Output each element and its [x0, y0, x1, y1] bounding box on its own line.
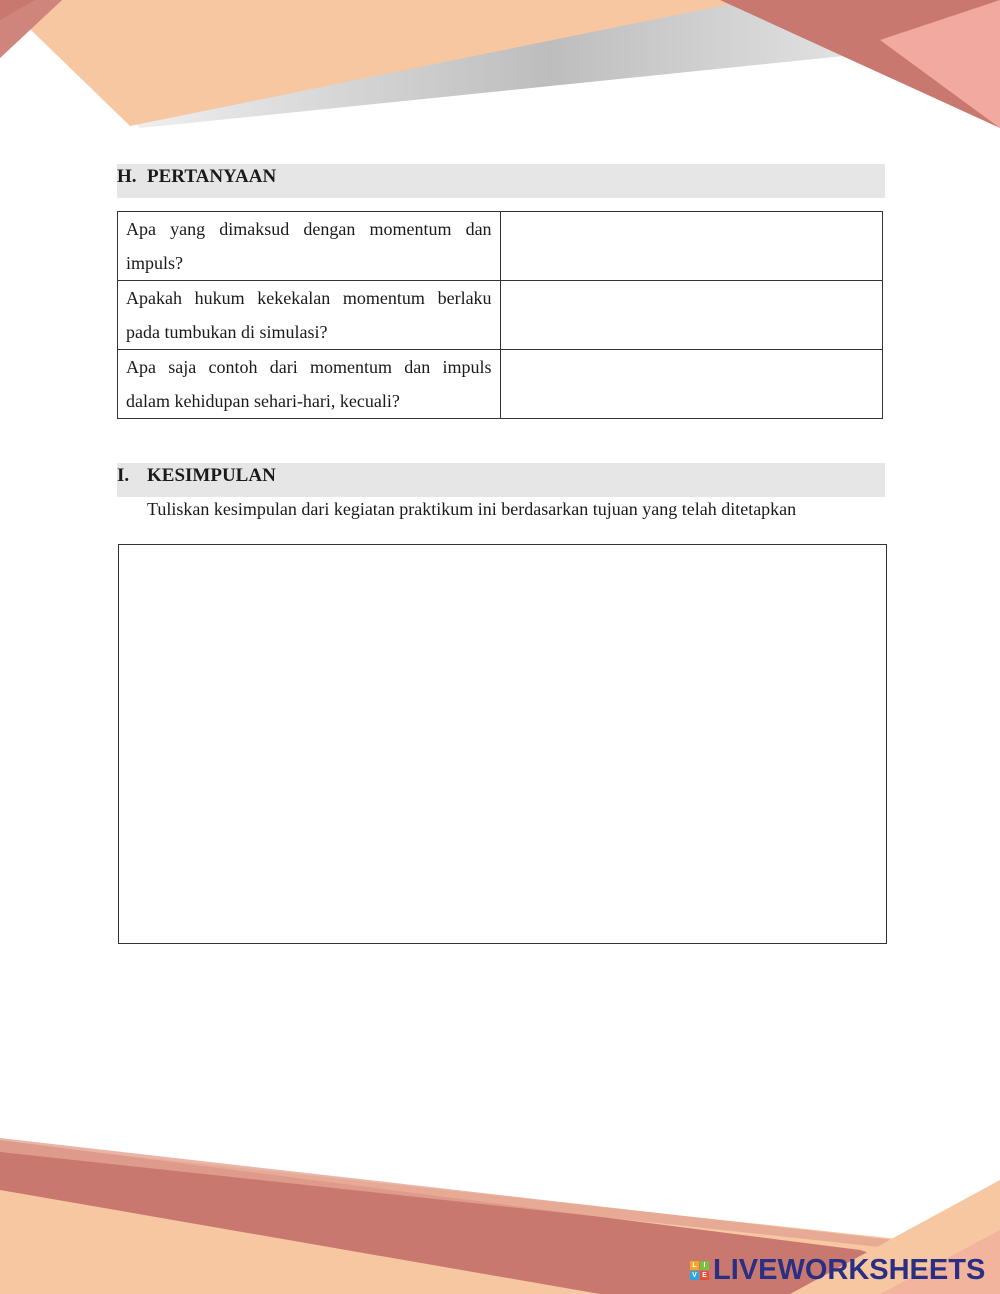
question-text: Apa saja contoh dari momentum dan impuls dalam kehidupan sehari-hari, kecuali? [118, 350, 501, 419]
answer-field[interactable] [500, 350, 882, 419]
section-number: I. [117, 465, 130, 486]
table-row [118, 212, 883, 281]
section-heading-kesimpulan [117, 463, 885, 497]
section-number: H. [117, 166, 137, 187]
answer-field[interactable] [500, 281, 882, 350]
logo-letter: E [700, 1271, 709, 1280]
section-title: PERTANYAAN [147, 166, 277, 187]
question-text: Apa yang dimaksud dengan momentum dan impuls? [118, 212, 501, 281]
liveworksheets-icon [690, 1261, 709, 1280]
logo-letter: L [690, 1261, 699, 1270]
conclusion-answer-box[interactable] [118, 544, 887, 944]
logo-letter: V [690, 1271, 699, 1280]
logo-letter: I [700, 1261, 709, 1270]
top-decoration [0, 0, 1000, 140]
brand-name: LIVEWORKSHEETS [713, 1253, 986, 1286]
section-title: KESIMPULAN [147, 465, 276, 486]
section-heading-pertanyaan [117, 164, 885, 198]
answer-field[interactable] [500, 212, 882, 281]
liveworksheets-logo [690, 1252, 985, 1288]
conclusion-instruction: Tuliskan kesimpulan dari kegiatan praktikum ini berdasarkan tujuan yang telah ditetapkan [147, 499, 797, 519]
question-text: Apakah hukum kekekalan momentum berlaku pada tumbukan di simulasi? [118, 281, 501, 350]
table-row [118, 281, 883, 350]
questions-table [117, 211, 883, 419]
table-row [118, 350, 883, 419]
